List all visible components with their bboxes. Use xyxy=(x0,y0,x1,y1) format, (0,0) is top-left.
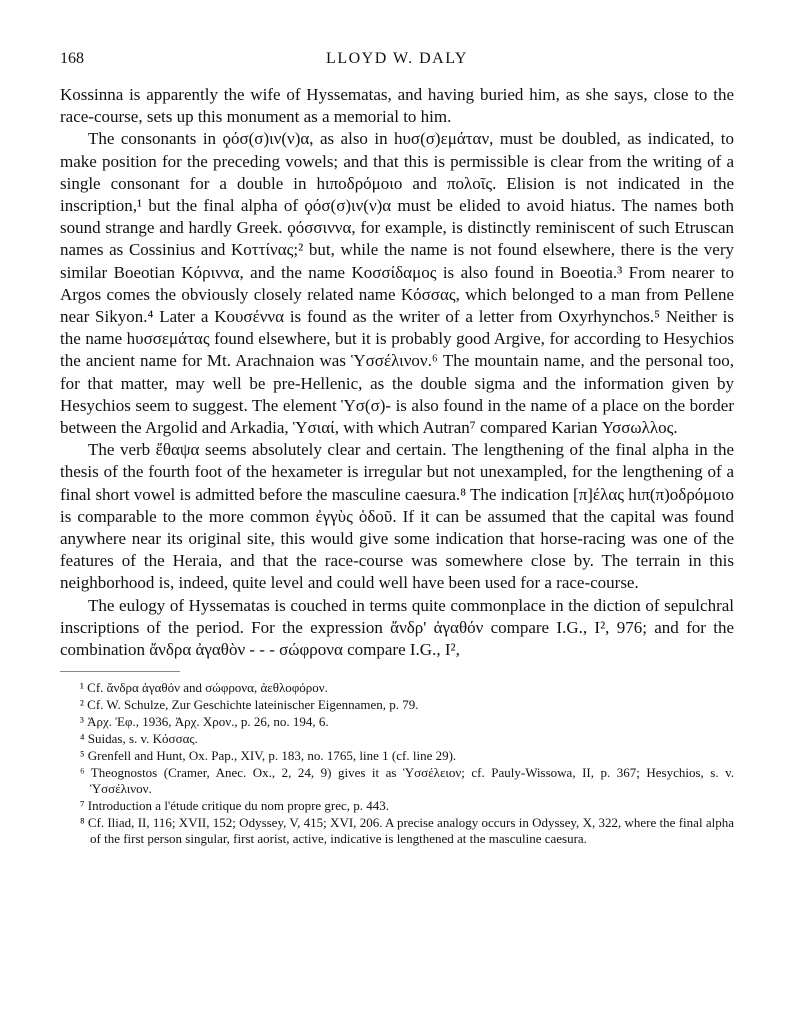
paragraph-1: Kossinna is apparently the wife of Hyssematas, and having buried him, as she says, close to the race-course, sets up this monument as a memorial to him. xyxy=(60,85,734,127)
footnotes xyxy=(60,680,734,847)
footnote-7: ⁷ Introduction a l'étude critique du nom propre grec, p. 443. xyxy=(80,798,390,814)
footnote-4: ⁴ Suidas, s. v. Κόσσας. xyxy=(80,731,198,747)
footnote-3: ³ Ἀρχ. Ἐφ., 1936, Ἀρχ. Χρον., p. 26, no. 194, 6. xyxy=(80,714,329,730)
page-header xyxy=(60,50,734,74)
running-head: LLOYD W. DALY xyxy=(326,50,468,67)
page xyxy=(60,50,734,848)
paragraph-4: The eulogy of Hyssematas is couched in terms quite commonplace in the diction of sepulchral inscriptions of the period. For the expression ἄνδρ' ἀγαθόν compare I.G., I², 976; and for the combination ἄνδρα ἀγαθὸν - - - σώφρονα compare I.G., I², xyxy=(60,595,734,660)
paragraph-3: The verb ἔθαψα seems absolutely clear and certain. The lengthening of the final alpha in the thesis of the fourth foot of the hexameter is irregular but not unexampled, for the lengthening of a final short vowel is admitted before the masculine caesura.⁸ The indication [π]έλας hιπ(π)οδρόμοιο is comparable to the more common ἐγγὺς ὁδοῦ. If it can be assumed that the capital was found anywhere near its original site, this would give some indication that horse-racing was one of the features of the Heraia, and that the race-course was somewhere close by. The terrain in this neighborhood is, indeed, quite level and could well have been used for a race-course. xyxy=(60,440,734,593)
footnote-divider xyxy=(60,671,180,672)
footnote-1: ¹ Cf. ἄνδρα ἀγαθόν and σώφρονα, ἀεθλοφόρον. xyxy=(80,680,328,696)
paragraph-2: The consonants in ϙόσ(σ)ιν(ν)α, as also in hυσ(σ)εμάταν, must be doubled, as indicated, to make position for the preceding vowels; and that this is permissible is clear from the writing of a single consonant for a double in hιποδρόμοιο and πολοῖς. Elision is not indicated in the inscription,¹ but the final alpha of ϙόσ(σ)ιν(ν)α must be elided to avoid hiatus. The names both sound strange and hardly Greek. ϙόσσιννα, for example, is distinctly reminiscent of such Etruscan names as Cossinius and Κοττίνας;² but, while the name is not found elsewhere, there is the very similar Boeotian Κόριννα, and the name Κοσσίδαμος is also found in Boeotia.³ From nearer to Argos comes the obviously closely related name Κόσσας, which belonged to a man from Pellene near Sikyon.⁴ Later a Κουσέννα is found as the writer of a letter from Oxyrhynchos.⁵ Neither is the name hυσσεμάτας found elsewhere, but it is probably good Argive, for according to Hesychios the ancient name for Mt. Arachnaion was Ὑσσέλινον.⁶ The mountain name, and the personal too, for that matter, may well be pre-Hellenic, as the double sigma and the information given by Hesychios seem to suggest. The element Ὑσ(σ)- is also found in the name of a place on the border between the Argolid and Arkadia, Ὑσιαί, with which Autran⁷ compared Karian Υσσωλλος. xyxy=(60,129,734,438)
body-text xyxy=(60,84,734,661)
footnote-8: ⁸ Cf. Iliad, II, 116; XVII, 152; Odyssey, V, 415; XVI, 206. A precise analogy occurs in Odyssey, X, 322, where the final alpha of the first person singular, first aorist, active, indicative is lengthened at the masculine caesura. xyxy=(80,815,734,847)
footnote-6: ⁶ Theognostos (Cramer, Anec. Ox., 2, 24, 9) gives it as Ὑσσέλειον; cf. Pauly-Wissowa, II, p. 367; Hesychios, s. v. Ὑσσέλινον. xyxy=(80,765,734,797)
footnote-2: ² Cf. W. Schulze, Zur Geschichte lateinischer Eigennamen, p. 79. xyxy=(80,697,419,713)
page-number: 168 xyxy=(60,50,84,67)
footnote-5: ⁵ Grenfell and Hunt, Ox. Pap., XIV, p. 183, no. 1765, line 1 (cf. line 29). xyxy=(80,748,457,764)
